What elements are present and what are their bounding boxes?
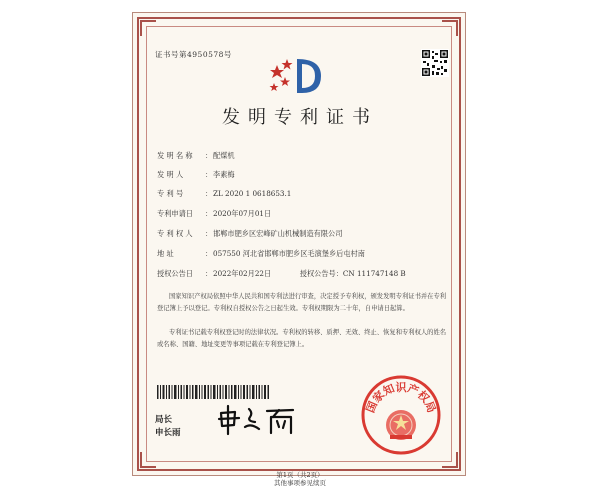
field-invention-name: 发 明 名 称 ：配煤机 <box>157 151 235 160</box>
field-application-date: 专利申请日 ：2020年07月01日 <box>157 209 272 218</box>
field-label: 发 明 名 称 <box>157 151 193 160</box>
field-value: 李素梅 <box>213 170 235 179</box>
handwritten-signature <box>215 403 299 437</box>
field-label: 专利申请日 <box>157 209 193 218</box>
director-title: 局长 <box>155 415 173 425</box>
field-grant-info: 授权公告日 ：2022年02月22日 授权公告号：CN 111747148 B <box>157 269 406 278</box>
grant-date-label: 授权公告日 <box>157 269 193 278</box>
field-value: 2020年07月01日 <box>213 209 272 218</box>
barcode-icon <box>157 385 269 399</box>
field-patentee: 专 利 权 人 ：邯郸市肥乡区宏峰矿山机械制造有限公司 <box>157 229 343 238</box>
field-value: 配煤机 <box>213 151 235 160</box>
grant-date-value: 2022年02月22日 <box>213 269 272 278</box>
qr-code-icon <box>421 49 449 77</box>
official-seal <box>359 373 443 457</box>
legal-status-paragraph: 专利证书记载专利权登记时的法律状况。专利权的转移、质押、无效、终止、恢复和专利权人的姓名或名称、国籍、地址变更等事项记载在专利登记簿上。 <box>157 329 447 348</box>
continuation-note: 其他事项参见续页 <box>274 479 326 487</box>
page-indicator: 第1页（共2页） <box>276 471 324 479</box>
field-label: 专 利 权 人 <box>157 229 193 238</box>
certificate-number: 证书号第4950578号 <box>155 50 232 59</box>
field-address: 地 址 ：057550 河北省邯郸市肥乡区毛演堡乡后屯村南 <box>157 249 365 258</box>
certificate-title: 发明专利证书 <box>222 107 378 128</box>
field-inventor: 发 明 人 ：李素梅 <box>157 170 235 179</box>
patent-certificate <box>132 12 466 479</box>
grant-number-label: 授权公告号 <box>299 269 336 278</box>
field-label: 发 明 人 <box>157 170 184 179</box>
field-label: 地 址 <box>157 249 174 258</box>
grant-number-value: CN 111747148 B <box>342 269 406 278</box>
svg-text:国家知识产权局: 国家知识产权局 <box>363 381 439 415</box>
field-label: 专 利 号 <box>157 189 184 198</box>
grant-statement-paragraph: 国家知识产权局依照中华人民共和国专利法进行审查，决定授予专利权，颁发发明专利证书并在专利登记簿上予以登记。专利权自授权公告之日起生效。专利权期限为二十年，自申请日起算。 <box>157 293 447 312</box>
field-value: 057550 河北省邯郸市肥乡区毛演堡乡后屯村南 <box>213 249 365 258</box>
director-name: 申长雨 <box>155 428 181 438</box>
field-value: 邯郸市肥乡区宏峰矿山机械制造有限公司 <box>213 229 343 238</box>
cnipa-logo-icon <box>263 53 327 99</box>
field-value: ZL 2020 1 0618653.1 <box>213 189 292 198</box>
field-patent-number: 专 利 号 ：ZL 2020 1 0618653.1 <box>157 189 292 198</box>
